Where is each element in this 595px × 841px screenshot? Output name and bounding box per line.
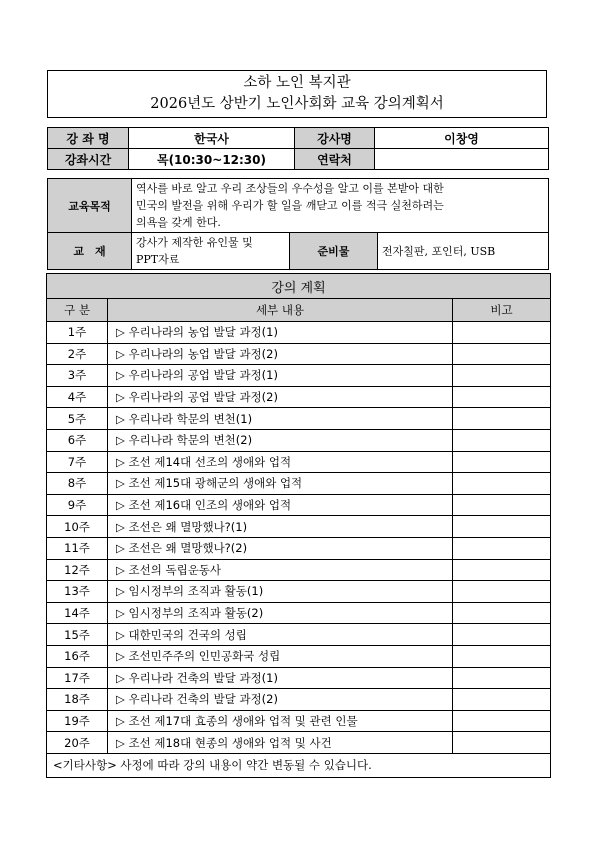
content-cell: ▷ 조선 제18대 현종의 생애와 업적 및 사건: [108, 732, 453, 754]
note-cell: [453, 624, 551, 646]
content-cell: ▷ 조선 제15대 광해군의 생애와 업적: [108, 473, 453, 495]
week-cell: 4주: [47, 386, 108, 408]
plan-row: [47, 537, 551, 559]
content-cell: ▷ 조선의 독립운동사: [108, 559, 453, 581]
plan-row: [47, 624, 551, 646]
course-info-row: [48, 128, 549, 149]
content-cell: ▷ 우리나라 학문의 변천(1): [108, 408, 453, 430]
week-cell: 8주: [47, 473, 108, 495]
plan-header-row: [47, 274, 551, 299]
plan-row: [47, 559, 551, 581]
week-cell: 16주: [47, 645, 108, 667]
course-time-value: 목(10:30~12:30): [129, 149, 295, 170]
content-cell: ▷ 우리나라의 농업 발달 과정(2): [108, 343, 453, 365]
content-cell: ▷ 대한민국의 건국의 성립: [108, 624, 453, 646]
content-cell: ▷ 임시정부의 조직과 활동(1): [108, 581, 453, 603]
plan-row: [47, 732, 551, 754]
week-cell: 6주: [47, 429, 108, 451]
supplies-label: 준비물: [290, 233, 378, 270]
content-cell: ▷ 우리나라 건축의 발달 과정(2): [108, 689, 453, 711]
plan-note-row: [47, 753, 551, 777]
textbook-value: [132, 233, 290, 270]
note-column-header: 비고: [453, 299, 551, 322]
content-cell: ▷ 조선은 왜 멸망했나?(2): [108, 537, 453, 559]
contact-label: 연락처: [295, 149, 375, 170]
plan-row: [47, 343, 551, 365]
document-title-line1: 소하 노인 복지관: [243, 75, 351, 91]
week-cell: 18주: [47, 689, 108, 711]
content-column-header: 세부 내용: [108, 299, 453, 322]
document-title-box: [47, 70, 547, 118]
plan-row: [47, 581, 551, 603]
purpose-label: 교육목적: [48, 179, 132, 233]
week-column-header: 구 분: [47, 299, 108, 322]
content-cell: ▷ 우리나라 학문의 변천(2): [108, 429, 453, 451]
note-cell: [453, 365, 551, 387]
note-cell: [453, 667, 551, 689]
note-cell: [453, 689, 551, 711]
content-cell: ▷ 조선 제17대 효종의 생애와 업적 및 관련 인물: [108, 710, 453, 732]
plan-row: [47, 645, 551, 667]
purpose-line: 의욕을 갖게 한다.: [136, 216, 221, 229]
plan-row: [47, 408, 551, 430]
week-cell: 10주: [47, 516, 108, 538]
instructor-label: 강사명: [295, 128, 375, 149]
purpose-materials-table: [47, 178, 549, 270]
note-cell: [453, 343, 551, 365]
textbook-label: 교 재: [48, 233, 132, 270]
plan-row: [47, 689, 551, 711]
week-cell: 12주: [47, 559, 108, 581]
week-cell: 14주: [47, 602, 108, 624]
materials-row: [48, 233, 549, 270]
content-cell: ▷ 조선 제14대 선조의 생애와 업적: [108, 451, 453, 473]
content-cell: ▷ 조선은 왜 멸망했나?(1): [108, 516, 453, 538]
note-cell: [453, 602, 551, 624]
course-name-label: 강 좌 명: [48, 128, 129, 149]
contact-value: [375, 149, 549, 170]
note-cell: [453, 408, 551, 430]
plan-row: [47, 710, 551, 732]
supplies-value: 전자칠판, 포인터, USB: [378, 233, 549, 270]
document-title-line2: 2026년도 상반기 노인사회화 교육 강의계획서: [150, 96, 444, 112]
note-cell: [453, 516, 551, 538]
course-time-label: 강좌시간: [48, 149, 129, 170]
note-cell: [453, 429, 551, 451]
plan-header: 강의 계획: [47, 274, 551, 299]
note-cell: [453, 473, 551, 495]
textbook-line: 강사가 제작한 유인물 및: [136, 236, 253, 249]
plan-row: [47, 386, 551, 408]
note-cell: [453, 559, 551, 581]
content-cell: ▷ 조선 제16대 인조의 생애와 업적: [108, 494, 453, 516]
instructor-value: 이창영: [375, 128, 549, 149]
content-cell: ▷ 조선민주주의 인민공화국 성립: [108, 645, 453, 667]
purpose-line: 민국의 발전을 위해 우리가 할 일을 깨닫고 이를 적극 실천하려는: [136, 199, 444, 212]
note-cell: [453, 494, 551, 516]
note-cell: [453, 645, 551, 667]
week-cell: 17주: [47, 667, 108, 689]
purpose-row: [48, 179, 549, 233]
plan-row: [47, 494, 551, 516]
week-cell: 19주: [47, 710, 108, 732]
content-cell: ▷ 우리나라의 공업 발달 과정(1): [108, 365, 453, 387]
plan-row: [47, 322, 551, 344]
week-cell: 1주: [47, 322, 108, 344]
plan-column-header-row: [47, 299, 551, 322]
week-cell: 13주: [47, 581, 108, 603]
note-cell: [453, 732, 551, 754]
lecture-plan-table: [46, 273, 551, 778]
content-cell: ▷ 임시정부의 조직과 활동(2): [108, 602, 453, 624]
note-cell: [453, 710, 551, 732]
plan-row: [47, 667, 551, 689]
week-cell: 7주: [47, 451, 108, 473]
purpose-text: [132, 179, 549, 233]
week-cell: 2주: [47, 343, 108, 365]
note-cell: [453, 322, 551, 344]
plan-footnote: <기타사항> 사정에 따라 강의 내용이 약간 변동될 수 있습니다.: [47, 753, 551, 777]
course-name-value: 한국사: [129, 128, 295, 149]
plan-row: [47, 516, 551, 538]
plan-row: [47, 602, 551, 624]
content-cell: ▷ 우리나라 건축의 발달 과정(1): [108, 667, 453, 689]
note-cell: [453, 386, 551, 408]
purpose-line: 역사를 바로 알고 우리 조상들의 우수성을 알고 이를 본받아 대한: [136, 182, 444, 195]
content-cell: ▷ 우리나라의 농업 발달 과정(1): [108, 322, 453, 344]
content-cell: ▷ 우리나라의 공업 발달 과정(2): [108, 386, 453, 408]
plan-row: [47, 365, 551, 387]
week-cell: 5주: [47, 408, 108, 430]
week-cell: 15주: [47, 624, 108, 646]
week-cell: 20주: [47, 732, 108, 754]
course-time-row: [48, 149, 549, 170]
note-cell: [453, 537, 551, 559]
note-cell: [453, 451, 551, 473]
note-cell: [453, 581, 551, 603]
plan-row: [47, 473, 551, 495]
plan-row: [47, 451, 551, 473]
week-cell: 3주: [47, 365, 108, 387]
plan-row: [47, 429, 551, 451]
week-cell: 9주: [47, 494, 108, 516]
week-cell: 11주: [47, 537, 108, 559]
textbook-line: PPT자료: [136, 253, 180, 266]
course-info-table: [47, 127, 549, 170]
